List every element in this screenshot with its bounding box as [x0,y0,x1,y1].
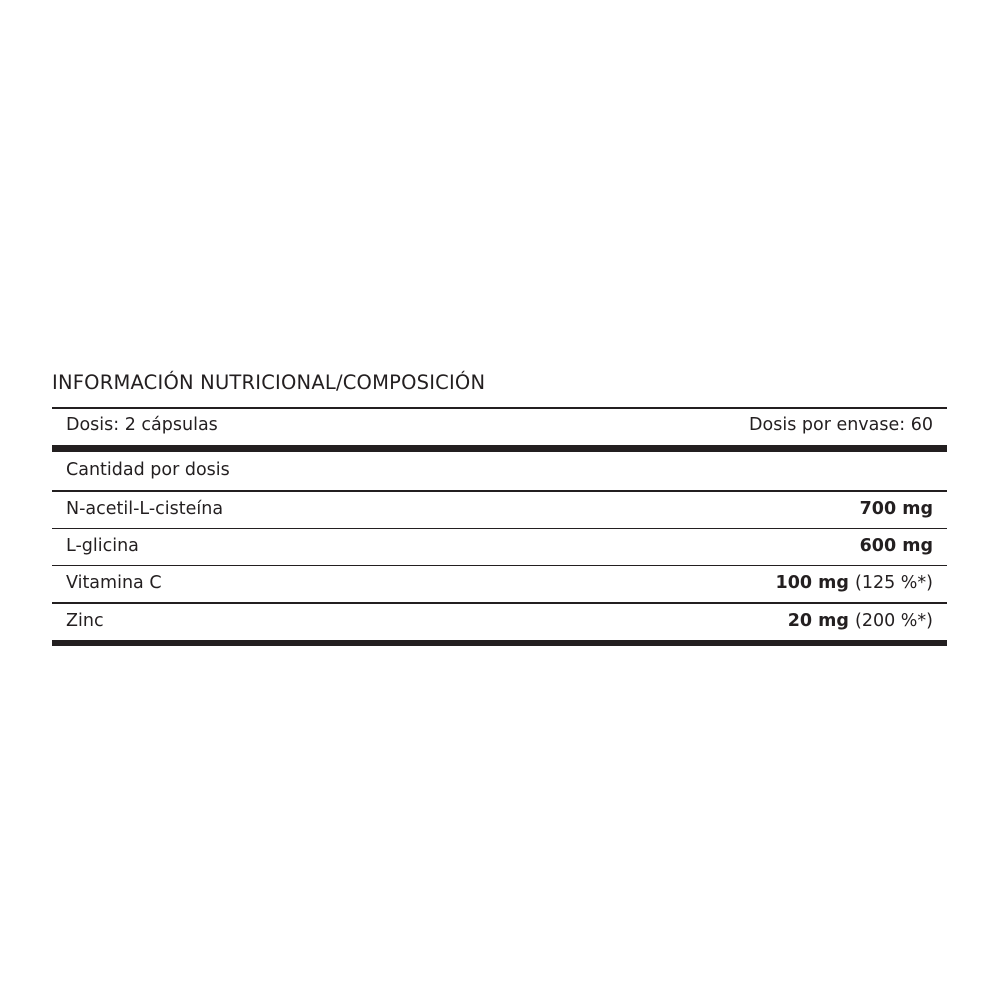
table-row [52,604,947,640]
nutrient-daily-value: (200 %*) [855,610,933,631]
serving-size-label: Dosis: 2 cápsulas [66,414,218,435]
nutrient-amount: 100 mg [775,573,849,594]
serving-info-row [52,409,947,445]
table-row [52,566,947,602]
nutrient-value [776,573,933,595]
nutrient-value [860,499,933,521]
page-title: INFORMACIÓN NUTRICIONAL/COMPOSICIÓN [52,371,486,394]
nutrient-name: Vitamina C [66,573,162,594]
table-row [52,529,947,565]
nutrition-facts-panel [52,372,947,646]
nutrient-amount: 700 mg [859,498,933,519]
amount-per-serving-label: Cantidad por dosis [66,459,230,480]
nutrient-amount: 20 mg [787,610,849,631]
amount-per-serving-row [52,452,947,490]
divider-bottom [52,640,947,646]
table-row [52,492,947,528]
divider-heavy [52,445,947,452]
servings-per-container-label: Dosis por envase: 60 [749,414,933,435]
nutrient-name: Zinc [66,610,104,631]
nutrient-name: N-acetil-L-cisteína [66,498,224,519]
nutrient-amount: 600 mg [859,536,933,557]
nutrient-daily-value: (125 %*) [855,573,933,594]
nutrient-value [860,536,933,558]
nutrient-value [788,611,933,633]
nutrient-name: L-glicina [66,536,139,557]
